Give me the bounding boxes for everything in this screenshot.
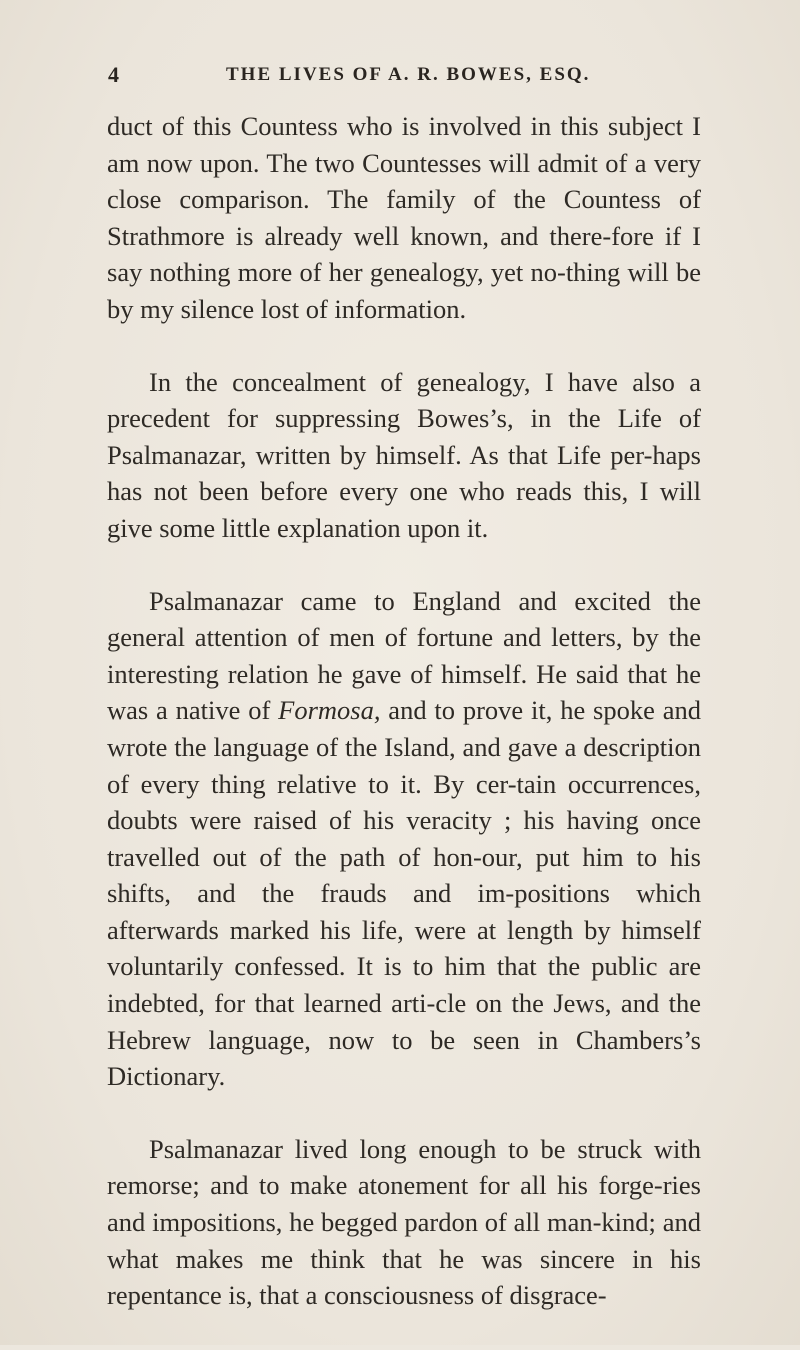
formosa-italic: Formosa, <box>278 695 381 726</box>
paragraph-3-part-1: Psalmanazar came to England and excited the general attention of men of fortune and letters, by the interesting relation he gave of himself. He said that he was a native of <box>107 585 701 726</box>
page-number: 4 <box>108 62 121 87</box>
paragraph-2: In the concealment of genealogy, I have also a precedent for suppressing Bowes’s, in the Life of Psalmanazar, written by himself. As that Life per-haps has not been before every one who reads this, I will give some little explanation upon it. <box>107 366 701 543</box>
paragraph-3-part-2: and to prove it, he spoke and wrote the language of the Island, and gave a description of every thing relative to it. By cer-tain occurrences, doubts were raised of his veracity ; his having once travelled out of the path of hon-our, put him to his shifts, and the frauds and im-positions which afterwards marked his life, were at length by himself voluntarily confessed. It is to him that the public are indebted, for that learned arti-cle on the Jews, and the Hebrew language, now to be seen in Chambers’s Dictionary. <box>107 695 701 1092</box>
paragraph-3 <box>107 583 701 1095</box>
body-text <box>107 108 701 1350</box>
running-head <box>108 62 690 92</box>
paragraph-4: Psalmanazar lived long enough to be struck with remorse; and to make atonement for all his forge-ries and impositions, he begged pardon of all man-kind; and what makes me think that he was sincere in his repentance is, that a consciousness of disgrace- <box>107 1133 701 1311</box>
paragraph-1: duct of this Countess who is involved in this subject I am now upon. The two Countesses will admit of a very close comparison. The family of the Countess of Strathmore is already well known, and there-fore if I say nothing more of her genealogy, yet no-thing will be by my silence lost of information. <box>107 111 701 324</box>
running-title: THE LIVES OF A. R. BOWES, ESQ. <box>226 64 591 85</box>
